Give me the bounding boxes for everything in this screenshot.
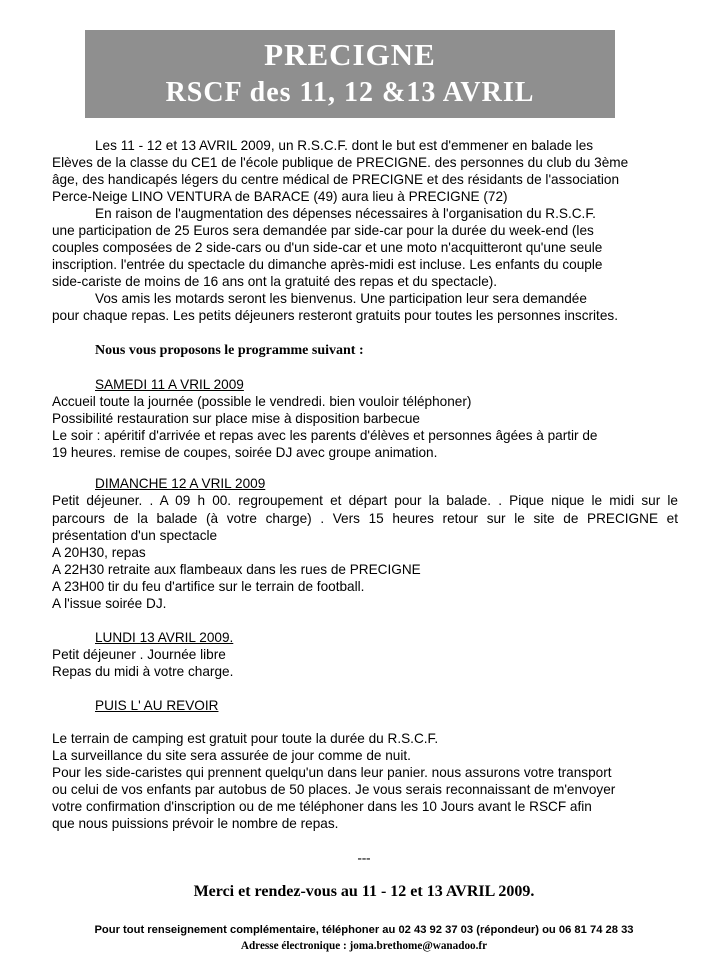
intro-line: couples composées de 2 side-cars ou d'un side-car et une moto n'acquitteront qu'une seule <box>52 240 603 255</box>
sunday-line: A 20H30, repas <box>52 545 146 560</box>
saturday-line: Accueil toute la journée (possible le vendredi. bien vouloir téléphoner) <box>52 394 472 409</box>
banner-title: PRECIGNE <box>264 37 436 72</box>
saturday-line: Possibilité restauration sur place mise à disposition barbecue <box>52 411 420 426</box>
intro-line: pour chaque repas. Les petits déjeuners resteront gratuits pour toutes les personnes inscrites. <box>52 308 618 323</box>
title-banner <box>85 30 615 118</box>
farewell-line: votre confirmation d'inscription ou de me téléphoner dans les 10 Jours avant le RSCF afin <box>52 799 592 814</box>
intro-line: Les 11 - 12 et 13 AVRIL 2009, un R.S.C.F. dont le but est d'emmener en balade les <box>95 138 594 153</box>
intro-line: une participation de 25 Euros sera demandée par side-car pour la durée du week-end (les <box>52 223 594 238</box>
farewell-line: Pour les side-caristes qui prennent quelqu'un dans leur panier. nous assurons votre transport <box>52 765 612 780</box>
sunday-heading: DIMANCHE 12 A VRIL 2009 <box>95 476 266 491</box>
farewell-line: ou celui de vos enfants par autobus de 50 places. Je vous serais reconnaissant de m'envoyer <box>52 782 616 797</box>
saturday-line: 19 heures. remise de coupes, soirée DJ avec groupe animation. <box>52 445 438 460</box>
sunday-line: présentation d'un spectacle <box>52 528 218 543</box>
email-line: Adresse électronique : joma.brethome@wanadoo.fr <box>240 940 488 952</box>
contact-line: Pour tout renseignement complémentaire, téléphoner au 02 43 92 37 03 (répondeur) ou 06 81 74 28 33 <box>94 924 634 936</box>
farewell-heading: PUIS L' AU REVOIR <box>95 698 219 713</box>
intro-line: Vos amis les motards seront les bienvenus. Une participation leur sera demandée <box>95 291 587 306</box>
saturday-heading: SAMEDI 11 A VRIL 2009 <box>95 377 244 392</box>
closing-line: Merci et rendez-vous au 11 - 12 et 13 AVRIL 2009. <box>193 883 535 900</box>
intro-line: Perce-Neige LINO VENTURA de BARACE (49) aura lieu à PRECIGNE (72) <box>52 189 508 204</box>
saturday-line: Le soir : apéritif d'arrivée et repas avec les parents d'élèves et personnes âgées à partir de <box>52 428 598 443</box>
sunday-line: Petit déjeuner. . A 09 h 00. regroupement et départ pour la balade. . Pique nique le midi sur le <box>52 493 678 508</box>
program-heading: Nous vous proposons le programme suivant : <box>95 343 364 358</box>
farewell-line: Le terrain de camping est gratuit pour toute la durée du R.S.C.F. <box>52 731 439 746</box>
sunday-line: parcours de la balade (à votre charge) . Vers 15 heures retour sur le site de PRECIGNE et <box>52 511 678 526</box>
sunday-line: A 23H00 tir du feu d'artifice sur le terrain de football. <box>52 579 365 594</box>
intro-line: side-cariste de moins de 16 ans ont la gratuité des repas et du spectacle). <box>52 274 498 289</box>
intro-line: inscription. l'entrée du spectacle du dimanche après-midi est incluse. Les enfants du couple <box>52 257 603 272</box>
banner-subtitle: RSCF des 11, 12 &13 AVRIL <box>165 77 535 108</box>
farewell-line: que nous puissions prévoir le nombre de repas. <box>52 816 339 831</box>
monday-heading: LUNDI 13 AVRIL 2009. <box>95 630 234 645</box>
intro-line: âge, des handicapés légers du centre médical de PRECIGNE et des résidants de l'association <box>52 172 620 187</box>
separator: --- <box>357 850 371 865</box>
farewell-line: La surveillance du site sera assurée de jour comme de nuit. <box>52 748 411 763</box>
intro-line: Elèves de la classe du CE1 de l'école publique de PRECIGNE. des personnes du club du 3ème <box>52 155 629 170</box>
monday-line: Petit déjeuner . Journée libre <box>52 647 226 662</box>
monday-line: Repas du midi à votre charge. <box>52 664 234 679</box>
sunday-line: A l'issue soirée DJ. <box>52 596 167 611</box>
sunday-line: A 22H30 retraite aux flambeaux dans les rues de PRECIGNE <box>52 562 421 577</box>
intro-line: En raison de l'augmentation des dépenses nécessaires à l'organisation du R.S.C.F. <box>95 206 596 221</box>
